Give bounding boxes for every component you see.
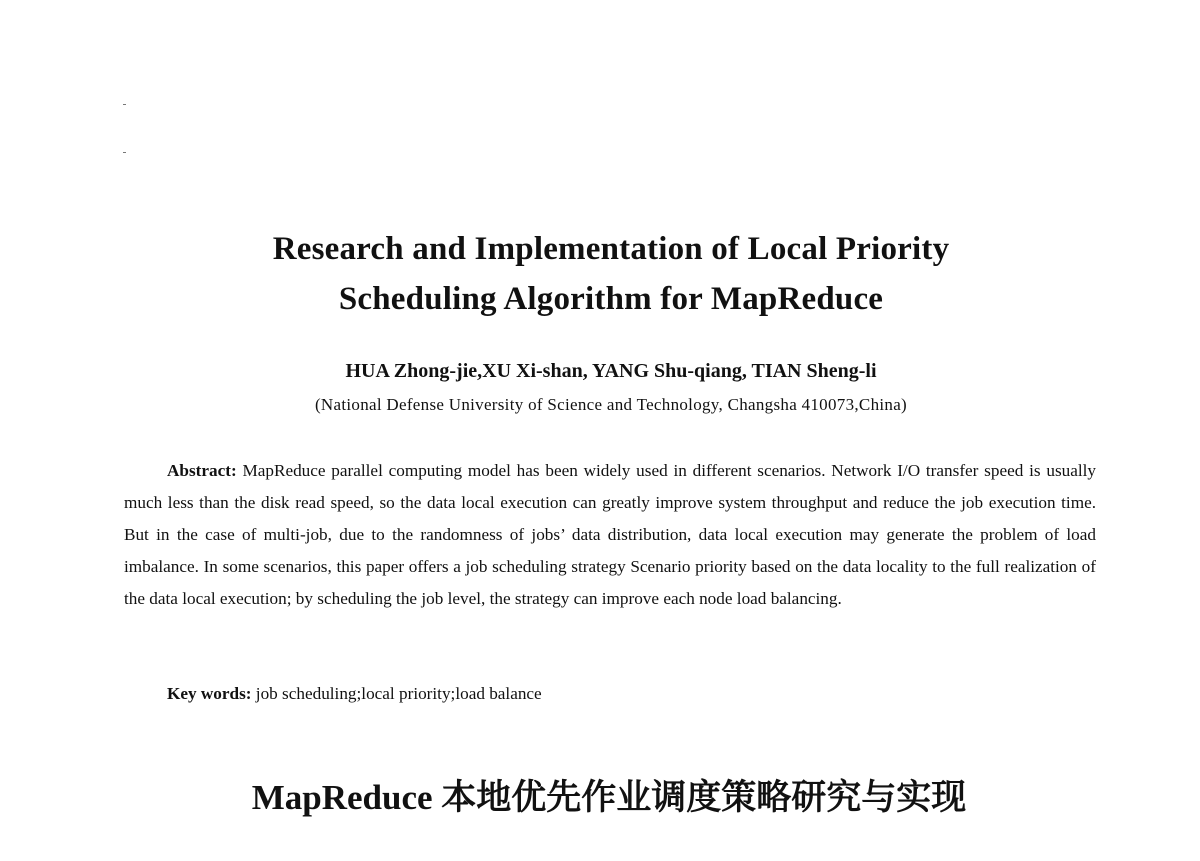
abstract-text: MapReduce parallel computing model has been widely used in different scenarios. Network I/O transfer speed is usually much less than the disk read speed, so the data local execution can greatly improve system throughput and reduce the job execution time. But in the case of multi-job, due to the randomness of jobs’ data distribution, data local execution may generate the problem of load imbalance. In some scenarios, this paper offers a job scheduling strategy Scenario priority based on the data locality to the full realization of the data local execution; by scheduling the job level, the strategy can improve each node load balancing.	[124, 461, 1096, 608]
scan-speck	[123, 104, 126, 105]
scan-speck	[123, 152, 126, 153]
abstract-label: Abstract:	[167, 461, 237, 480]
paper-title-line-1: Research and Implementation of Local Priority	[272, 231, 950, 267]
affiliation: (National Defense University of Science and Technology, Changsha 410073,China)	[314, 395, 908, 414]
chinese-title-latin: MapReduce	[251, 778, 433, 817]
chinese-title-cjk: 本地优先作业调度策略研究与实现	[441, 778, 967, 818]
keywords	[167, 680, 542, 708]
keywords-text: job scheduling;local priority;load balance	[255, 684, 542, 703]
paper-title-line-2: Scheduling Algorithm for MapReduce	[338, 281, 884, 317]
author-list: HUA Zhong-jie,XU Xi-shan, YANG Shu-qiang, TIAN Sheng-li	[345, 360, 877, 382]
abstract	[124, 455, 1096, 615]
chinese-title	[0, 774, 1200, 822]
keywords-label: Key words:	[167, 684, 252, 703]
paper-title	[0, 224, 1200, 324]
